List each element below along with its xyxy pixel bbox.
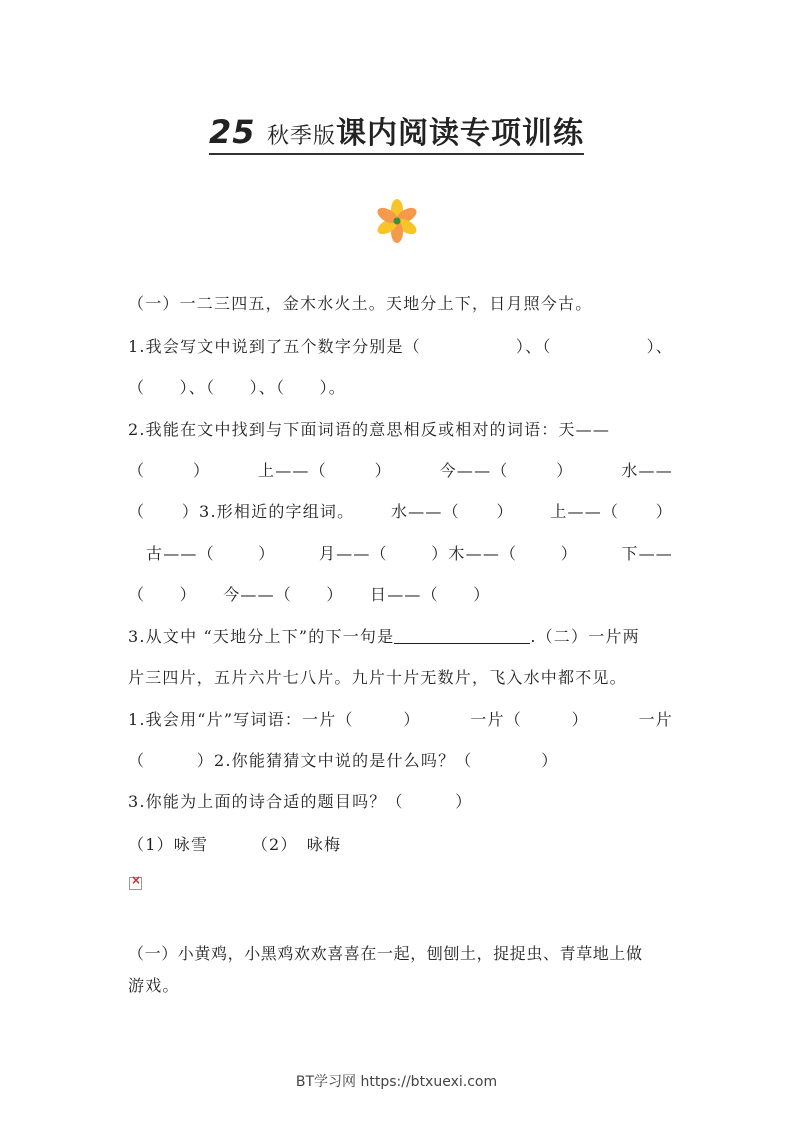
text-line	[128, 502, 673, 522]
line-part: ）、（	[515, 337, 552, 356]
line-part: ）	[496, 502, 514, 521]
text-line	[128, 710, 673, 730]
text-line: （ ）、（ ）、（ ）。	[128, 378, 347, 397]
text-line: 片三四片，五片六片七八片。九片十片无数片，飞入水中都不见。	[128, 668, 627, 687]
text-line: （一）小黄鸡，小黑鸡欢欢喜喜在一起，刨刨土，捉捉虫、青草地上做	[128, 944, 643, 963]
text-line	[128, 461, 673, 481]
title-text	[209, 113, 584, 155]
line-part: ）、	[646, 337, 673, 356]
line-part: 一片	[638, 710, 673, 729]
line-part: ）	[571, 710, 589, 729]
line-part: 水——	[621, 461, 673, 480]
text-line: （1）咏雪 （2） 咏梅	[128, 835, 342, 854]
line-part: 1.我会用“片”写词语：一片（	[128, 710, 354, 729]
text-line	[146, 544, 673, 564]
line-part: ）	[374, 461, 392, 480]
line-part: （	[128, 502, 146, 521]
answer-blank[interactable]	[394, 628, 530, 644]
footer-text: BT学习网 https://btxuexi.com	[295, 1074, 498, 1090]
line-part: ）	[560, 544, 578, 563]
line-part: 水——（	[390, 502, 460, 521]
text-line: 3.你能为上面的诗合适的题目吗？（ ）	[128, 792, 473, 811]
text-line	[128, 627, 673, 647]
flower-icon	[374, 198, 420, 244]
line-part: 一片（	[470, 710, 522, 729]
text-line: 2.我能在文中找到与下面词语的意思相反或相对的词语：天——	[128, 420, 611, 439]
title-main: 课内阅读专项训练	[336, 116, 584, 151]
title-edition: 秋季版	[266, 124, 336, 149]
line-part: 月——（	[318, 544, 388, 563]
line-part: ）	[258, 544, 276, 563]
text-line: （ ） 今——（ ） 日——（ ）	[128, 585, 491, 604]
title-number: 25	[209, 113, 256, 151]
text-line: 游戏。	[128, 976, 180, 995]
line-part: ）	[403, 710, 421, 729]
line-part: 上——（	[550, 502, 620, 521]
line-part: ）	[655, 502, 673, 521]
line-part: （	[128, 461, 146, 480]
broken-image-icon	[129, 877, 142, 890]
line-part: ）木——（	[431, 544, 518, 563]
line-part: .（二）一片两	[530, 627, 640, 646]
line-part: 今——（	[439, 461, 509, 480]
line-part: 1.我会写文中说到了五个数字分别是（	[128, 337, 421, 356]
text-line: （ ）2.你能猜猜文中说的是什么吗？（ ）	[128, 751, 559, 770]
line-part: 上——（	[258, 461, 327, 480]
line-part: 下——	[621, 544, 673, 563]
line-part: ）	[556, 461, 574, 480]
line-part: 3.从文中 “天地分上下”的下一句是	[128, 627, 395, 646]
line-part: ）	[193, 461, 211, 480]
page-title	[0, 108, 793, 152]
line-part: ）3.形相近的字组词。	[181, 502, 355, 521]
text-line: （一）一二三四五，金木水火土。天地分上下，日月照今古。	[128, 294, 593, 313]
line-part: 古——（	[146, 544, 215, 563]
text-line	[128, 337, 673, 357]
